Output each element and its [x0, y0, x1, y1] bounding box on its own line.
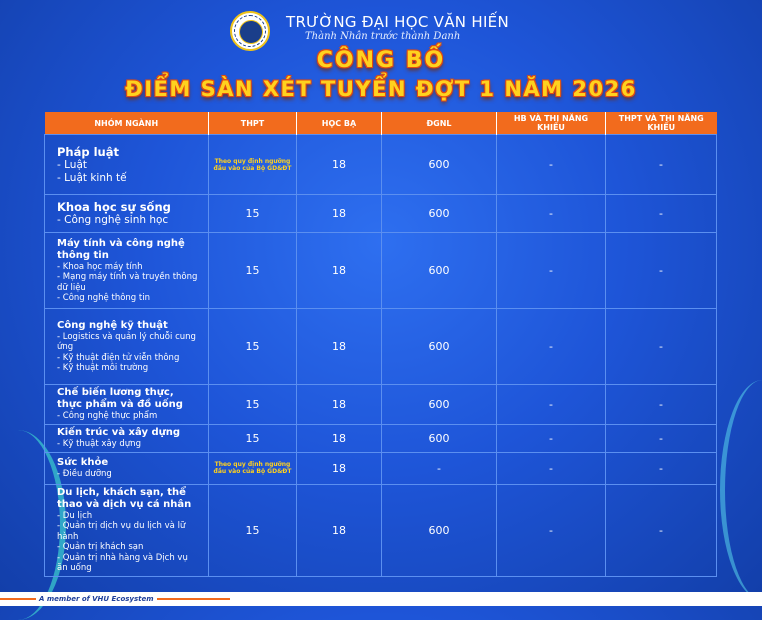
- hb-nk-cell: -: [497, 385, 606, 425]
- major-item: - Kỹ thuật điện tử viễn thông: [57, 352, 180, 363]
- announcement-subtitle: ĐIỂM SÀN XÉT TUYỂN ĐỢT 1 NĂM 2026: [125, 77, 637, 101]
- hocba-cell: 18: [297, 135, 382, 195]
- major-item: - Logistics và quản lý chuỗi cung ứng: [57, 331, 196, 352]
- column-header: ĐGNL: [382, 112, 497, 135]
- dgnl-cell: 600: [382, 233, 497, 309]
- thpt-cell: 15: [209, 309, 297, 385]
- major-item: - Du lịch: [57, 510, 93, 521]
- column-header: NHÓM NGÀNH: [45, 112, 209, 135]
- major-item: - Công nghệ thông tin: [57, 293, 150, 303]
- table-header-row: [45, 112, 717, 135]
- thpt-cell: [209, 135, 297, 195]
- major-item: - Khoa học máy tính: [57, 261, 143, 272]
- dgnl-cell: 600: [382, 309, 497, 385]
- hb-nk-cell: -: [497, 135, 606, 195]
- group-name: Sức khỏe: [57, 456, 109, 468]
- thpt-cell: 15: [209, 484, 297, 576]
- group-name: Chế biến lương thực, thực phẩm và đồ uống: [57, 387, 183, 410]
- table-row: [45, 195, 717, 233]
- group-cell: [45, 135, 209, 195]
- dgnl-cell: -: [382, 452, 497, 484]
- score-table: [44, 112, 717, 577]
- thpt-nk-cell: -: [606, 233, 717, 309]
- table-row: [45, 135, 717, 195]
- major-item: - Kỹ thuật xây dựng: [57, 438, 141, 449]
- thpt-cell: 15: [209, 385, 297, 425]
- group-name: Kiến trúc và xây dựng: [57, 426, 180, 438]
- major-item: - Luật: [57, 158, 87, 171]
- thpt-nk-cell: -: [606, 452, 717, 484]
- dgnl-cell: 600: [382, 135, 497, 195]
- dgnl-cell: 600: [382, 195, 497, 233]
- thpt-nk-cell: -: [606, 309, 717, 385]
- table-row: [45, 424, 717, 452]
- table-row: [45, 385, 717, 425]
- thpt-nk-cell: -: [606, 385, 717, 425]
- group-name: Máy tính và công nghệ thông tin: [57, 237, 185, 261]
- thpt-nk-cell: -: [606, 424, 717, 452]
- group-name: Du lịch, khách sạn, thể thao và dịch vụ cá nhân: [57, 486, 192, 510]
- column-header: HỌC BẠ: [297, 112, 382, 135]
- school-slogan: Thành Nhân trước thành Danh: [305, 31, 461, 42]
- hb-nk-cell: -: [497, 452, 606, 484]
- hb-nk-cell: -: [497, 195, 606, 233]
- thpt-cell: 15: [209, 424, 297, 452]
- group-cell: [45, 309, 209, 385]
- thpt-nk-cell: -: [606, 135, 717, 195]
- thpt-cell: [209, 452, 297, 484]
- hocba-cell: 18: [297, 233, 382, 309]
- group-cell: [45, 195, 209, 233]
- table-row: [45, 233, 717, 309]
- group-name: Khoa học sự sống: [57, 200, 171, 214]
- hb-nk-cell: -: [497, 424, 606, 452]
- column-header: THPT VÀ THI NĂNG KHIẾU: [606, 112, 717, 135]
- dgnl-cell: 600: [382, 484, 497, 576]
- hocba-cell: 18: [297, 452, 382, 484]
- major-item: - Công nghệ thực phẩm: [57, 411, 158, 421]
- group-cell: [45, 484, 209, 576]
- major-item: - Quản trị dịch vụ du lịch và lữ hành: [57, 521, 186, 542]
- thpt-nk-cell: -: [606, 484, 717, 576]
- major-item: - Công nghệ sinh học: [57, 214, 169, 226]
- table-row: [45, 309, 717, 385]
- hocba-cell: 18: [297, 309, 382, 385]
- major-item: - Kỹ thuật môi trường: [57, 363, 149, 373]
- group-name: Công nghệ kỹ thuật: [57, 319, 168, 331]
- announcement-title: CÔNG BỐ: [316, 48, 446, 73]
- group-name: Pháp luật: [57, 144, 119, 159]
- thpt-note: Theo quy định ngưỡng đầu vào của Bộ GD&ĐT: [213, 461, 292, 475]
- thpt-cell: 15: [209, 195, 297, 233]
- table-row: [45, 452, 717, 484]
- major-item: - Quản trị nhà hàng và Dịch vụ ăn uống: [57, 552, 188, 573]
- hocba-cell: 18: [297, 424, 382, 452]
- thpt-cell: 15: [209, 233, 297, 309]
- hb-nk-cell: -: [497, 309, 606, 385]
- group-cell: [45, 233, 209, 309]
- hocba-cell: 18: [297, 385, 382, 425]
- hb-nk-cell: -: [497, 484, 606, 576]
- school-name: TRƯỜNG ĐẠI HỌC VĂN HIẾN: [286, 13, 509, 31]
- hocba-cell: 18: [297, 195, 382, 233]
- column-header: THPT: [209, 112, 297, 135]
- group-cell: [45, 385, 209, 425]
- group-cell: [45, 452, 209, 484]
- table-body: [45, 135, 717, 577]
- dgnl-cell: 600: [382, 385, 497, 425]
- major-item: - Luật kinh tế: [57, 171, 127, 184]
- footer-text: A member of VHU Ecosystem: [36, 595, 157, 603]
- hb-nk-cell: -: [497, 233, 606, 309]
- major-item: - Quản trị khách sạn: [57, 542, 144, 552]
- group-cell: [45, 424, 209, 452]
- thpt-note: Theo quy định ngưỡng đầu vào của Bộ GD&ĐT: [213, 157, 292, 172]
- dgnl-cell: 600: [382, 424, 497, 452]
- table-row: [45, 484, 717, 576]
- thpt-nk-cell: -: [606, 195, 717, 233]
- column-header: HB VÀ THI NĂNG KHIẾU: [497, 112, 606, 135]
- major-item: - Điều dưỡng: [57, 468, 112, 479]
- major-item: - Mạng máy tính và truyền thông dữ liệu: [57, 272, 198, 293]
- decorative-swoosh-right: [720, 380, 762, 600]
- school-logo: [230, 11, 270, 51]
- hocba-cell: 18: [297, 484, 382, 576]
